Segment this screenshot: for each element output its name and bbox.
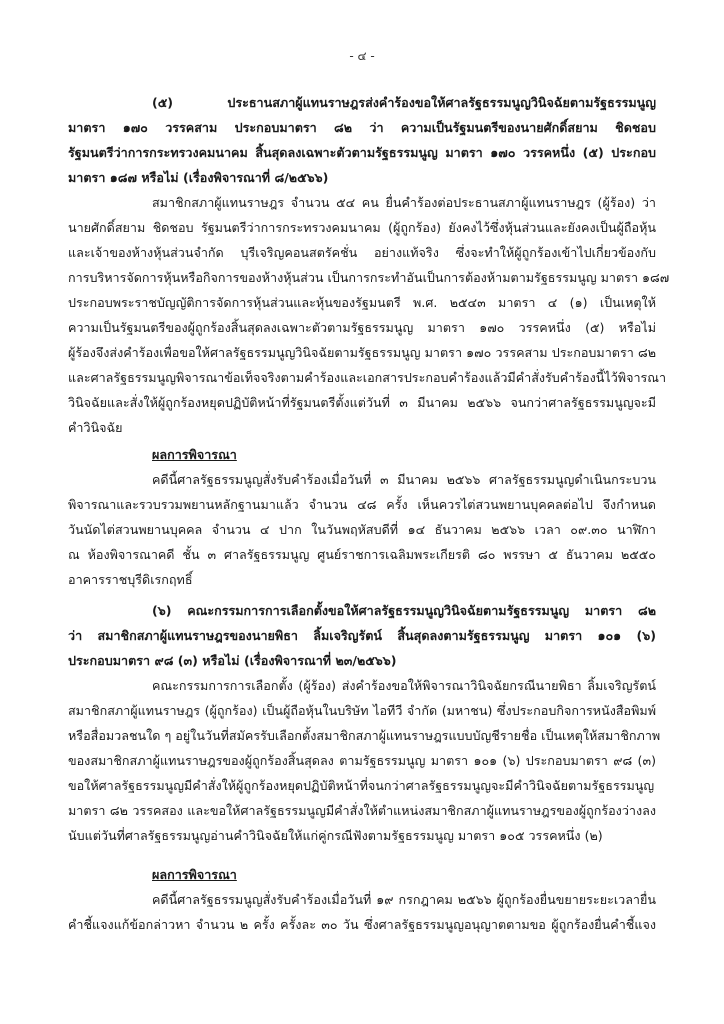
- case6-title-line-1: (๖) คณะกรรมการการเลือกตั้งขอให้ศาลรัฐธรรมนูญวินิจฉัยตามรัฐธรรมนูญ มาตรา ๘๒: [152, 603, 656, 618]
- case6-title-line-2: ว่า สมาชิกสภาผู้แทนราษฎรของนายพิธา ลิ้มเจริญรัตน์ สิ้นสุดลงตามรัฐธรรมนูญ มาตรา ๑๐๑ (๖): [68, 628, 656, 643]
- case6-result-line-2: คำชี้แจงแก้ข้อกล่าวหา จำนวน ๒ ครั้ง ครั้งละ ๓๐ วัน ซึ่งศาลรัฐธรรมนูญอนุญาตตามขอ ผู้ถูกร้องยื่นคำชี้แจง: [68, 917, 656, 932]
- case5-title-line-2: มาตรา ๑๗๐ วรรคสาม ประกอบมาตรา ๘๒ ว่า ความเป็นรัฐมนตรีของนายศักดิ์สยาม ชิดชอบ: [68, 120, 656, 135]
- case5-body-line-5: ประกอบพระราชบัญญัติการจัดการหุ้นส่วนและหุ้นของรัฐมนตรี พ.ศ. ๒๕๔๓ มาตรา ๔ (๑) เป็นเหตุให้: [68, 295, 656, 310]
- case6-result-line-1: คดีนี้ศาลรัฐธรรมนูญสั่งรับคำร้องเมื่อวันที่ ๑๙ กรกฎาคม ๒๕๖๖ ผู้ถูกร้องยื่นขยายระยะเวลายื่น: [152, 892, 656, 907]
- case6-body-line-3: หรือสื่อมวลชนใด ๆ อยู่ในวันที่สมัครรับเลือกตั้งสมาชิกสภาผู้แทนราษฎรแบบบัญชีรายชื่อ เป็นเหตุให้สมาชิกภาพ: [68, 728, 661, 743]
- case6-result-heading: ผลการพิจารณา: [152, 867, 237, 882]
- case5-body-line-2: นายศักดิ์สยาม ชิดชอบ รัฐมนตรีว่าการกระทรวงคมนาคม (ผู้ถูกร้อง) ยังคงไว้ซึ่งหุ้นส่วนและยังคงเป็นผู้ถือหุ้น: [68, 220, 656, 235]
- case5-result-line-2: พิจารณาและรวบรวมพยานหลักฐานมาแล้ว จำนวน ๔๘ ครั้ง เห็นควรไต่สวนพยานบุคคลต่อไป จึงกำหนด: [68, 497, 656, 512]
- case6-body-line-1: คณะกรรมการการเลือกตั้ง (ผู้ร้อง) ส่งคำร้องขอให้พิจารณาวินิจฉัยกรณีนายพิธา ลิ้มเจริญรัตน์: [152, 678, 656, 693]
- case6-body-line-5: ขอให้ศาลรัฐธรรมนูญมีคำสั่งให้ผู้ถูกร้องหยุดปฏิบัติหน้าที่จนกว่าศาลรัฐธรรมนูญจะมีคำวินิจฉัยตามรัฐธรรมนูญ: [68, 778, 655, 793]
- case5-body-line-8: และศาลรัฐธรรมนูญพิจารณาข้อเท็จจริงตามคำร้องและเอกสารประกอบคำร้องแล้วมีคำสั่งรับคำร้องนี้ไว้พิจารณา: [68, 370, 667, 385]
- case5-body-line-6: ความเป็นรัฐมนตรีของผู้ถูกร้องสิ้นสุดลงเฉพาะตัวตามรัฐธรรมนูญ มาตรา ๑๗๐ วรรคหนึ่ง (๕) หรือไม่: [68, 320, 656, 335]
- case5-title-line-4: มาตรา ๑๘๗ หรือไม่ (เรื่องพิจารณาที่ ๘/๒๕๖๖): [68, 170, 329, 185]
- case6-title-line-3: ประกอบมาตรา ๙๘ (๓) หรือไม่ (เรื่องพิจารณาที่ ๒๓/๒๕๖๖): [68, 653, 397, 668]
- case6-body-line-4: ของสมาชิกสภาผู้แทนราษฎรของผู้ถูกร้องสิ้นสุดลง ตามรัฐธรรมนูญ มาตรา ๑๐๑ (๖) ประกอบมาตรา ๙๘ (๓): [68, 753, 656, 768]
- case5-body-line-10: คำวินิจฉัย: [68, 420, 123, 435]
- case5-title-line-1: (๕) ประธานสภาผู้แทนราษฎรส่งคำร้องขอให้ศาลรัฐธรรมนูญวินิจฉัยตามรัฐธรรมนูญ: [152, 95, 656, 110]
- case6-body-line-6: มาตรา ๘๒ วรรคสอง และขอให้ศาลรัฐธรรมนูญมีคำสั่งให้ตำแหน่งสมาชิกสภาผู้แทนราษฎรของผู้ถูกร้องว่างลง: [68, 803, 656, 818]
- case5-body-line-7: ผู้ร้องจึงส่งคำร้องเพื่อขอให้ศาลรัฐธรรมนูญวินิจฉัยตามรัฐธรรมนูญ มาตรา ๑๗๐ วรรคสาม ประกอบมาตรา ๘๒: [68, 345, 656, 360]
- case5-result-line-5: อาคารราชบุรีดิเรกฤทธิ์: [68, 572, 193, 587]
- case5-title-line-3: รัฐมนตรีว่าการกระทรวงคมนาคม สิ้นสุดลงเฉพาะตัวตามรัฐธรรมนูญ มาตรา ๑๗๐ วรรคหนึ่ง (๕) ประกอบ: [68, 145, 656, 160]
- case5-result-line-3: วันนัดไต่สวนพยานบุคคล จำนวน ๔ ปาก ในวันพฤหัสบดีที่ ๑๔ ธันวาคม ๒๕๖๖ เวลา ๐๙.๓๐ นาฬิกา: [68, 522, 656, 537]
- page-number: - ๔ -: [349, 49, 375, 63]
- case6-body-line-7: นับแต่วันที่ศาลรัฐธรรมนูญอ่านคำวินิจฉัยให้แก่คู่กรณีฟังตามรัฐธรรมนูญ มาตรา ๑๐๕ วรรคหนึ่ง (๒): [68, 828, 603, 843]
- case5-body-line-3: และเจ้าของห้างหุ้นส่วนจำกัด บุรีเจริญคอนสตรัคชั่น อย่างแท้จริง ซึ่งจะทำให้ผู้ถูกร้องเข้าไปเกี่ยวข้องกับ: [68, 245, 656, 260]
- case6-body-line-2: สมาชิกสภาผู้แทนราษฎร (ผู้ถูกร้อง) เป็นผู้ถือหุ้นในบริษัท ไอทีวี จำกัด (มหาชน) ซึ่งประกอบกิจการหนังสือพิมพ์: [68, 703, 656, 718]
- case5-body-line-4: การบริหารจัดการหุ้นหรือกิจการของห้างหุ้นส่วน เป็นการกระทำอันเป็นการต้องห้ามตามรัฐธรรมนูญ มาตรา ๑๘๗: [68, 270, 670, 285]
- case5-body-line-9: วินิจฉัยและสั่งให้ผู้ถูกร้องหยุดปฏิบัติหน้าที่รัฐมนตรีตั้งแต่วันที่ ๓ มีนาคม ๒๕๖๖ จนกว่าศาลรัฐธรรมนูญจะมี: [68, 395, 656, 410]
- case5-result-line-4: ณ ห้องพิจารณาคดี ชั้น ๓ ศาลรัฐธรรมนูญ ศูนย์ราชการเฉลิมพระเกียรติ ๘๐ พรรษา ๕ ธันวาคม ๒๕๕๐: [68, 547, 656, 562]
- case5-result-heading: ผลการพิจารณา: [152, 447, 237, 462]
- case5-result-line-1: คดีนี้ศาลรัฐธรรมนูญสั่งรับคำร้องเมื่อวันที่ ๓ มีนาคม ๒๕๖๖ ศาลรัฐธรรมนูญดำเนินกระบวน: [152, 472, 656, 487]
- case5-body-line-1: สมาชิกสภาผู้แทนราษฎร จำนวน ๕๔ คน ยื่นคำร้องต่อประธานสภาผู้แทนราษฎร (ผู้ร้อง) ว่า: [152, 195, 656, 210]
